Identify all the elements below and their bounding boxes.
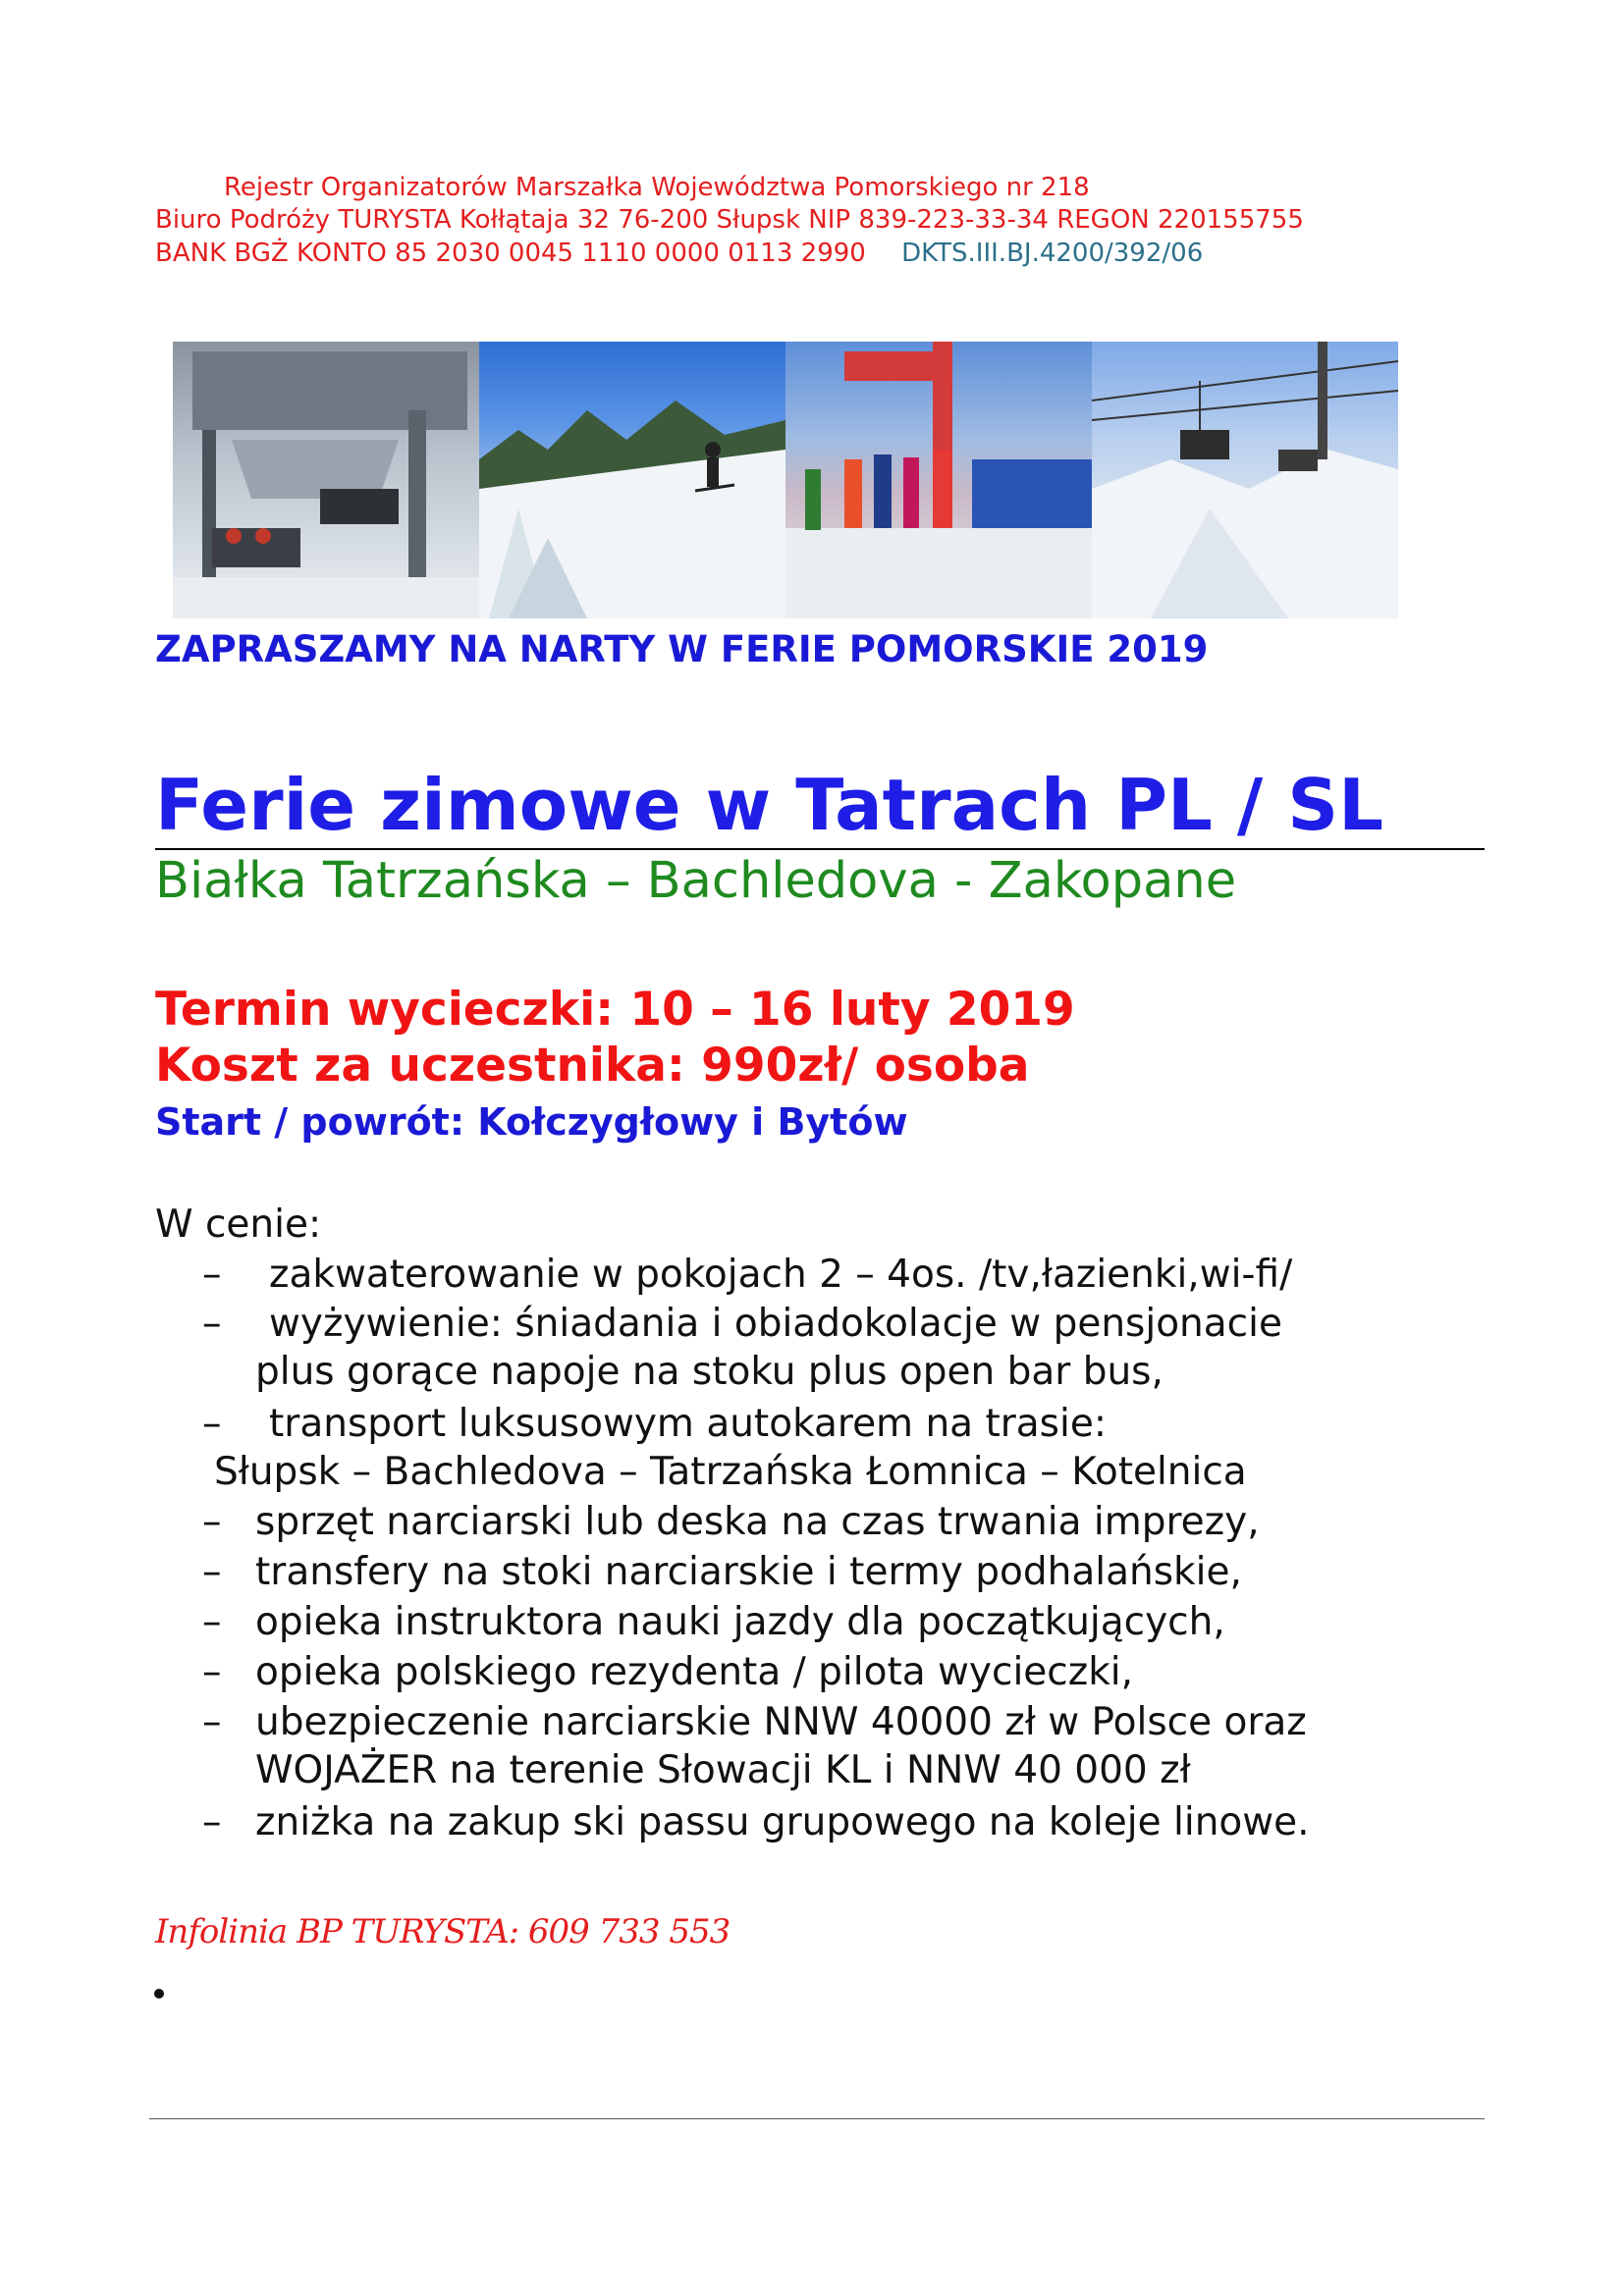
list-item: opieka instruktora nauki jazdy dla początkujących, <box>255 1600 1225 1644</box>
list-item: zniżka na zakup ski passu grupowego na koleje linowe. <box>255 1800 1310 1844</box>
list-item: opieka polskiego rezydenta / pilota wycieczki, <box>255 1650 1134 1694</box>
ski-event-crowd-photo <box>785 342 1092 618</box>
list-item: ubezpieczenie narciarskie NNW 40000 zł w Polsce oraz <box>255 1700 1307 1744</box>
footer-rule <box>149 2118 1485 2119</box>
license-code: DKTS.III.BJ.4200/392/06 <box>901 239 1204 268</box>
agency-address-line: Biuro Podróży TURYSTA Kołłątaja 32 76-200 Słupsk NIP 839-223-33-34 REGON 220155755 <box>155 205 1304 235</box>
list-item: transport luksusowym autokarem na trasie: <box>269 1402 1107 1446</box>
list-item: zakwaterowanie w pokojach 2 – 4os. /tv,łazienki,wi-fi/ <box>269 1253 1293 1297</box>
list-dash: – <box>202 1402 222 1446</box>
page-title: Ferie zimowe w Tatrach PL / SL <box>155 764 1383 846</box>
trip-dates: Termin wycieczki: 10 – 16 luty 2019 <box>155 983 1075 1037</box>
list-item-continued: plus gorące napoje na stoku plus open bar bus, <box>255 1350 1164 1394</box>
list-item-continued: Słupsk – Bachledova – Tatrzańska Łomnica – Kotelnica <box>214 1450 1247 1494</box>
infoline-phone: Infolinia BP TURYSTA: 609 733 553 <box>155 1912 731 1951</box>
list-dash: – <box>202 1500 222 1544</box>
list-dash: – <box>202 1550 222 1594</box>
list-dash: – <box>202 1253 222 1297</box>
included-label: W cenie: <box>155 1202 322 1247</box>
list-item: wyżywienie: śniadania i obiadokolacje w pensjonacie <box>269 1302 1282 1346</box>
trip-price: Koszt za uczestnika: 990zł/ osoba <box>155 1039 1030 1093</box>
list-dash: – <box>202 1600 222 1644</box>
list-dash: – <box>202 1302 222 1346</box>
subtitle-route: Białka Tatrzańska – Bachledova - Zakopane <box>155 852 1237 910</box>
title-underline <box>155 848 1485 850</box>
skier-slope-photo <box>479 342 785 618</box>
mountain-chairlift-photo <box>1092 342 1398 618</box>
list-item: sprzęt narciarski lub deska na czas trwania imprezy, <box>255 1500 1260 1544</box>
invite-heading: ZAPRASZAMY NA NARTY W FERIE POMORSKIE 2019 <box>155 628 1209 670</box>
list-dash: – <box>202 1650 222 1694</box>
start-return: Start / powrót: Kołczygłowy i Bytów <box>155 1100 908 1144</box>
photo-strip <box>173 342 1398 618</box>
registry-line: Rejestr Organizatorów Marszałka Województwa Pomorskiego nr 218 <box>224 173 1090 202</box>
list-item-continued: WOJAŻER na terenie Słowacji KL i NNW 40 000 zł <box>255 1748 1191 1792</box>
bank-line <box>155 237 1203 270</box>
list-item: transfery na stoki narciarskie i termy podhalańskie, <box>255 1550 1242 1594</box>
chairlift-photo <box>173 342 479 618</box>
list-dash: – <box>202 1800 222 1844</box>
bank-account: BANK BGŻ KONTO 85 2030 0045 1110 0000 0113 2990 <box>155 239 866 268</box>
empty-bullet <box>154 1989 164 1999</box>
list-dash: – <box>202 1700 222 1744</box>
